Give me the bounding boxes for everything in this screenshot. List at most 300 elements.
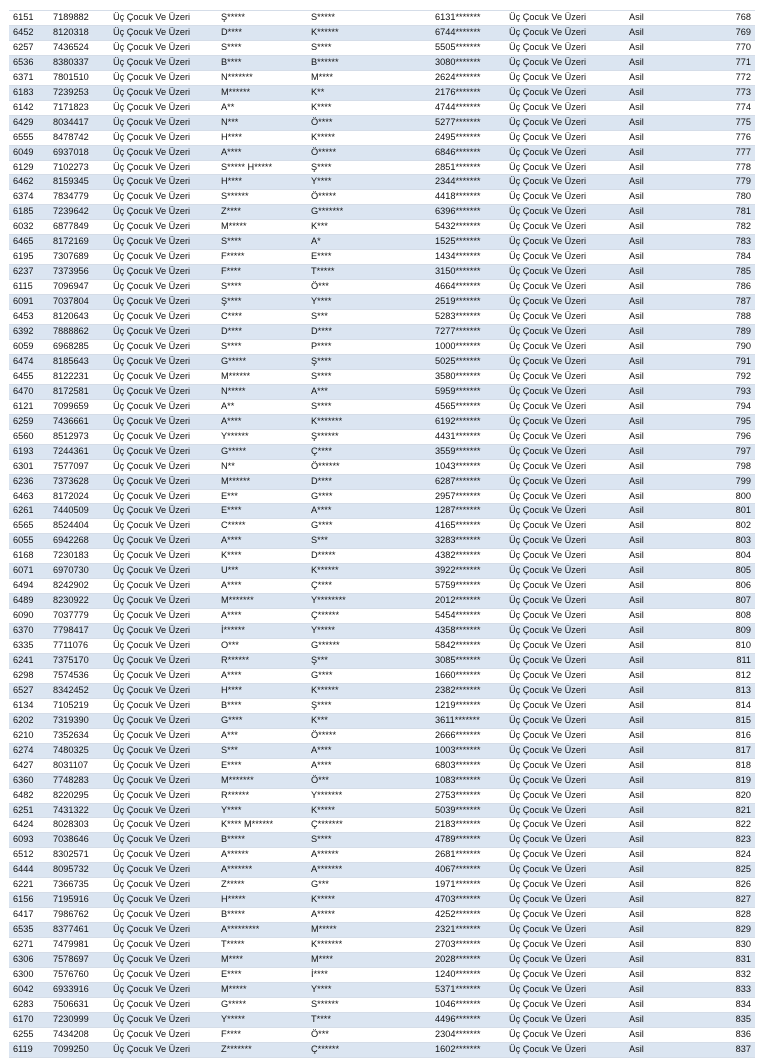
status-cell: Asil [625, 489, 711, 504]
quota-category-cell: Üç Çocuk Ve Üzeri [505, 803, 625, 818]
quota-category-cell: Üç Çocuk Ve Üzeri [505, 818, 625, 833]
rank-cell: 822 [711, 818, 755, 833]
first-name-cell: A********* [217, 923, 307, 938]
last-name-cell: Ç****** [307, 609, 431, 624]
application-no-cell: 7102273 [49, 160, 109, 175]
tc-id-cell: 6803******* [431, 758, 505, 773]
row-id-cell: 6091 [9, 295, 49, 310]
row-id-cell: 6424 [9, 818, 49, 833]
application-no-cell: 7319390 [49, 713, 109, 728]
status-cell: Asil [625, 295, 711, 310]
rank-cell: 836 [711, 1027, 755, 1042]
application-no-cell: 7099250 [49, 1042, 109, 1057]
category-cell: Üç Çocuk Ve Üzeri [109, 354, 217, 369]
quota-category-cell: Üç Çocuk Ve Üzeri [505, 893, 625, 908]
category-cell: Üç Çocuk Ve Üzeri [109, 668, 217, 683]
quota-category-cell: Üç Çocuk Ve Üzeri [505, 953, 625, 968]
status-cell: Asil [625, 504, 711, 519]
application-no-cell: 7230183 [49, 549, 109, 564]
row-id-cell: 6121 [9, 399, 49, 414]
quota-category-cell: Üç Çocuk Ve Üzeri [505, 683, 625, 698]
status-cell: Asil [625, 459, 711, 474]
quota-category-cell: Üç Çocuk Ve Üzeri [505, 310, 625, 325]
first-name-cell: Z******* [217, 1042, 307, 1057]
category-cell: Üç Çocuk Ve Üzeri [109, 848, 217, 863]
status-cell: Asil [625, 25, 711, 40]
application-no-cell: 8512973 [49, 429, 109, 444]
application-no-cell: 7373956 [49, 265, 109, 280]
rank-cell: 834 [711, 997, 755, 1012]
quota-category-cell: Üç Çocuk Ve Üzeri [505, 265, 625, 280]
rank-cell: 811 [711, 653, 755, 668]
last-name-cell: A**** [307, 743, 431, 758]
row-id-cell: 6453 [9, 310, 49, 325]
application-no-cell: 7506631 [49, 997, 109, 1012]
rank-cell: 791 [711, 354, 755, 369]
tc-id-cell: 1971******* [431, 878, 505, 893]
row-id-cell: 6059 [9, 339, 49, 354]
first-name-cell: A**** [217, 668, 307, 683]
quota-category-cell: Üç Çocuk Ve Üzeri [505, 758, 625, 773]
row-id-cell: 6555 [9, 130, 49, 145]
first-name-cell: F**** [217, 265, 307, 280]
status-cell: Asil [625, 594, 711, 609]
category-cell: Üç Çocuk Ve Üzeri [109, 982, 217, 997]
table-row [9, 728, 755, 743]
quota-category-cell: Üç Çocuk Ve Üzeri [505, 85, 625, 100]
quota-category-cell: Üç Çocuk Ve Üzeri [505, 280, 625, 295]
category-cell: Üç Çocuk Ve Üzeri [109, 564, 217, 579]
quota-category-cell: Üç Çocuk Ve Üzeri [505, 489, 625, 504]
row-id-cell: 6183 [9, 85, 49, 100]
tc-id-cell: 3283******* [431, 534, 505, 549]
rank-cell: 814 [711, 698, 755, 713]
quota-category-cell: Üç Çocuk Ve Üzeri [505, 325, 625, 340]
category-cell: Üç Çocuk Ve Üzeri [109, 908, 217, 923]
category-cell: Üç Çocuk Ve Üzeri [109, 40, 217, 55]
rank-cell: 794 [711, 399, 755, 414]
table-row [9, 743, 755, 758]
last-name-cell: P**** [307, 339, 431, 354]
application-no-cell: 7436524 [49, 40, 109, 55]
first-name-cell: Z**** [217, 205, 307, 220]
application-no-cell: 8524404 [49, 519, 109, 534]
rank-cell: 803 [711, 534, 755, 549]
quota-category-cell: Üç Çocuk Ve Üzeri [505, 205, 625, 220]
table-row [9, 310, 755, 325]
category-cell: Üç Çocuk Ve Üzeri [109, 205, 217, 220]
rank-cell: 796 [711, 429, 755, 444]
table-row [9, 70, 755, 85]
table-row [9, 280, 755, 295]
tc-id-cell: 2851******* [431, 160, 505, 175]
rank-cell: 810 [711, 639, 755, 654]
tc-id-cell: 4418******* [431, 190, 505, 205]
table-row [9, 250, 755, 265]
first-name-cell: S**** [217, 235, 307, 250]
row-id-cell: 6463 [9, 489, 49, 504]
last-name-cell: M**** [307, 70, 431, 85]
tc-id-cell: 4165******* [431, 519, 505, 534]
row-id-cell: 6374 [9, 190, 49, 205]
status-cell: Asil [625, 624, 711, 639]
row-id-cell: 6251 [9, 803, 49, 818]
application-no-cell: 7436661 [49, 414, 109, 429]
row-id-cell: 6465 [9, 235, 49, 250]
application-no-cell: 7230999 [49, 1012, 109, 1027]
status-cell: Asil [625, 310, 711, 325]
row-id-cell: 6071 [9, 564, 49, 579]
tc-id-cell: 6744******* [431, 25, 505, 40]
quota-category-cell: Üç Çocuk Ve Üzeri [505, 295, 625, 310]
last-name-cell: A*** [307, 384, 431, 399]
row-id-cell: 6237 [9, 265, 49, 280]
quota-category-cell: Üç Çocuk Ve Üzeri [505, 923, 625, 938]
status-cell: Asil [625, 55, 711, 70]
application-no-cell: 8478742 [49, 130, 109, 145]
table-row [9, 668, 755, 683]
last-name-cell: A**** [307, 504, 431, 519]
tc-id-cell: 4067******* [431, 863, 505, 878]
last-name-cell: K***** [307, 893, 431, 908]
table-row [9, 175, 755, 190]
category-cell: Üç Çocuk Ve Üzeri [109, 220, 217, 235]
tc-id-cell: 1602******* [431, 1042, 505, 1057]
last-name-cell: T***** [307, 265, 431, 280]
row-id-cell: 6156 [9, 893, 49, 908]
last-name-cell: S****** [307, 997, 431, 1012]
tc-id-cell: 4358******* [431, 624, 505, 639]
row-id-cell: 6170 [9, 1012, 49, 1027]
first-name-cell: S**** [217, 280, 307, 295]
category-cell: Üç Çocuk Ve Üzeri [109, 414, 217, 429]
tc-id-cell: 2519******* [431, 295, 505, 310]
first-name-cell: A** [217, 399, 307, 414]
quota-category-cell: Üç Çocuk Ve Üzeri [505, 70, 625, 85]
quota-category-cell: Üç Çocuk Ve Üzeri [505, 564, 625, 579]
rank-cell: 818 [711, 758, 755, 773]
status-cell: Asil [625, 863, 711, 878]
table-row [9, 444, 755, 459]
row-id-cell: 6049 [9, 145, 49, 160]
category-cell: Üç Çocuk Ve Üzeri [109, 70, 217, 85]
tc-id-cell: 1000******* [431, 339, 505, 354]
table-row [9, 519, 755, 534]
category-cell: Üç Çocuk Ve Üzeri [109, 429, 217, 444]
tc-id-cell: 2321******* [431, 923, 505, 938]
category-cell: Üç Çocuk Ve Üzeri [109, 1027, 217, 1042]
tc-id-cell: 1660******* [431, 668, 505, 683]
quota-category-cell: Üç Çocuk Ve Üzeri [505, 190, 625, 205]
rank-cell: 837 [711, 1042, 755, 1057]
row-id-cell: 6115 [9, 280, 49, 295]
quota-category-cell: Üç Çocuk Ve Üzeri [505, 609, 625, 624]
tc-id-cell: 5371******* [431, 982, 505, 997]
tc-id-cell: 4382******* [431, 549, 505, 564]
table-row [9, 758, 755, 773]
rank-cell: 799 [711, 474, 755, 489]
last-name-cell: Ö*** [307, 280, 431, 295]
last-name-cell: D**** [307, 474, 431, 489]
application-no-cell: 8302571 [49, 848, 109, 863]
status-cell: Asil [625, 265, 711, 280]
table-row [9, 534, 755, 549]
status-cell: Asil [625, 100, 711, 115]
last-name-cell: K******* [307, 938, 431, 953]
table-row [9, 908, 755, 923]
last-name-cell: Ş*** [307, 653, 431, 668]
row-id-cell: 6271 [9, 938, 49, 953]
rank-cell: 784 [711, 250, 755, 265]
table-row [9, 40, 755, 55]
application-no-cell: 7037804 [49, 295, 109, 310]
first-name-cell: F**** [217, 1027, 307, 1042]
row-id-cell: 6129 [9, 160, 49, 175]
first-name-cell: G**** [217, 713, 307, 728]
last-name-cell: D**** [307, 325, 431, 340]
table-row [9, 1042, 755, 1057]
category-cell: Üç Çocuk Ve Üzeri [109, 833, 217, 848]
first-name-cell: N******* [217, 70, 307, 85]
quota-category-cell: Üç Çocuk Ve Üzeri [505, 639, 625, 654]
application-no-cell: 7748283 [49, 773, 109, 788]
category-cell: Üç Çocuk Ve Üzeri [109, 1042, 217, 1057]
first-name-cell: İ****** [217, 624, 307, 639]
category-cell: Üç Çocuk Ve Üzeri [109, 743, 217, 758]
table-row [9, 399, 755, 414]
first-name-cell: H**** [217, 130, 307, 145]
rank-cell: 807 [711, 594, 755, 609]
status-cell: Asil [625, 938, 711, 953]
last-name-cell: İ**** [307, 968, 431, 983]
quota-category-cell: Üç Çocuk Ve Üzeri [505, 160, 625, 175]
tc-id-cell: 3580******* [431, 369, 505, 384]
rank-cell: 777 [711, 145, 755, 160]
category-cell: Üç Çocuk Ve Üzeri [109, 130, 217, 145]
rank-cell: 804 [711, 549, 755, 564]
status-cell: Asil [625, 698, 711, 713]
rank-cell: 812 [711, 668, 755, 683]
first-name-cell: H***** [217, 893, 307, 908]
first-name-cell: S****** [217, 190, 307, 205]
row-id-cell: 6210 [9, 728, 49, 743]
table-row [9, 698, 755, 713]
category-cell: Üç Çocuk Ve Üzeri [109, 953, 217, 968]
application-no-cell: 8342452 [49, 683, 109, 698]
tc-id-cell: 2176******* [431, 85, 505, 100]
tc-id-cell: 6131******* [431, 11, 505, 26]
row-id-cell: 6360 [9, 773, 49, 788]
first-name-cell: Z***** [217, 878, 307, 893]
table-row [9, 205, 755, 220]
table-row [9, 564, 755, 579]
rank-cell: 828 [711, 908, 755, 923]
tc-id-cell: 4431******* [431, 429, 505, 444]
rank-cell: 824 [711, 848, 755, 863]
table-row [9, 938, 755, 953]
table-row [9, 624, 755, 639]
application-no-cell: 7798417 [49, 624, 109, 639]
last-name-cell: K**** [307, 100, 431, 115]
quota-category-cell: Üç Çocuk Ve Üzeri [505, 339, 625, 354]
application-no-cell: 7576760 [49, 968, 109, 983]
status-cell: Asil [625, 250, 711, 265]
status-cell: Asil [625, 668, 711, 683]
first-name-cell: A****** [217, 848, 307, 863]
application-no-cell: 6877849 [49, 220, 109, 235]
row-id-cell: 6392 [9, 325, 49, 340]
tc-id-cell: 2753******* [431, 788, 505, 803]
quota-category-cell: Üç Çocuk Ve Üzeri [505, 250, 625, 265]
first-name-cell: B***** [217, 908, 307, 923]
application-no-cell: 6937018 [49, 145, 109, 160]
table-row [9, 1027, 755, 1042]
status-cell: Asil [625, 653, 711, 668]
quota-category-cell: Üç Çocuk Ve Üzeri [505, 459, 625, 474]
last-name-cell: Ç******* [307, 818, 431, 833]
tc-id-cell: 2681******* [431, 848, 505, 863]
row-id-cell: 6257 [9, 40, 49, 55]
application-no-cell: 7574536 [49, 668, 109, 683]
first-name-cell: E**** [217, 758, 307, 773]
first-name-cell: Y****** [217, 429, 307, 444]
category-cell: Üç Çocuk Ve Üzeri [109, 384, 217, 399]
rank-cell: 786 [711, 280, 755, 295]
row-id-cell: 6427 [9, 758, 49, 773]
category-cell: Üç Çocuk Ve Üzeri [109, 698, 217, 713]
table-row [9, 997, 755, 1012]
application-no-cell: 7099659 [49, 399, 109, 414]
table-row [9, 953, 755, 968]
rank-cell: 809 [711, 624, 755, 639]
status-cell: Asil [625, 11, 711, 26]
status-cell: Asil [625, 908, 711, 923]
application-no-cell: 7105219 [49, 698, 109, 713]
rank-cell: 778 [711, 160, 755, 175]
quota-category-cell: Üç Çocuk Ve Üzeri [505, 743, 625, 758]
first-name-cell: C***** [217, 519, 307, 534]
status-cell: Asil [625, 893, 711, 908]
rank-cell: 835 [711, 1012, 755, 1027]
table-row [9, 863, 755, 878]
application-no-cell: 7434208 [49, 1027, 109, 1042]
row-id-cell: 6142 [9, 100, 49, 115]
table-row [9, 384, 755, 399]
first-name-cell: R****** [217, 788, 307, 803]
last-name-cell: M***** [307, 923, 431, 938]
tc-id-cell: 1043******* [431, 459, 505, 474]
rank-cell: 826 [711, 878, 755, 893]
quota-category-cell: Üç Çocuk Ve Üzeri [505, 908, 625, 923]
last-name-cell: Ş**** [307, 160, 431, 175]
category-cell: Üç Çocuk Ve Üzeri [109, 459, 217, 474]
table-row [9, 354, 755, 369]
row-id-cell: 6032 [9, 220, 49, 235]
status-cell: Asil [625, 130, 711, 145]
rank-cell: 827 [711, 893, 755, 908]
table-row [9, 579, 755, 594]
tc-id-cell: 1434******* [431, 250, 505, 265]
last-name-cell: A******* [307, 863, 431, 878]
row-id-cell: 6535 [9, 923, 49, 938]
quota-category-cell: Üç Çocuk Ve Üzeri [505, 504, 625, 519]
rank-cell: 772 [711, 70, 755, 85]
rank-cell: 801 [711, 504, 755, 519]
last-name-cell: K****** [307, 683, 431, 698]
first-name-cell: A******* [217, 863, 307, 878]
first-name-cell: Y**** [217, 803, 307, 818]
rank-cell: 788 [711, 310, 755, 325]
application-no-cell: 6942268 [49, 534, 109, 549]
category-cell: Üç Çocuk Ve Üzeri [109, 997, 217, 1012]
application-no-cell: 8377461 [49, 923, 109, 938]
category-cell: Üç Çocuk Ve Üzeri [109, 504, 217, 519]
first-name-cell: E**** [217, 968, 307, 983]
table-row [9, 818, 755, 833]
first-name-cell: H**** [217, 683, 307, 698]
row-id-cell: 6185 [9, 205, 49, 220]
tc-id-cell: 3080******* [431, 55, 505, 70]
first-name-cell: M****** [217, 369, 307, 384]
status-cell: Asil [625, 414, 711, 429]
last-name-cell: M**** [307, 953, 431, 968]
status-cell: Asil [625, 878, 711, 893]
first-name-cell: N** [217, 459, 307, 474]
category-cell: Üç Çocuk Ve Üzeri [109, 85, 217, 100]
status-cell: Asil [625, 220, 711, 235]
tc-id-cell: 1240******* [431, 968, 505, 983]
rank-cell: 787 [711, 295, 755, 310]
application-no-cell: 7375170 [49, 653, 109, 668]
tc-id-cell: 1003******* [431, 743, 505, 758]
status-cell: Asil [625, 982, 711, 997]
application-no-cell: 8380337 [49, 55, 109, 70]
first-name-cell: M******* [217, 773, 307, 788]
status-cell: Asil [625, 519, 711, 534]
category-cell: Üç Çocuk Ve Üzeri [109, 265, 217, 280]
status-cell: Asil [625, 728, 711, 743]
tc-id-cell: 2344******* [431, 175, 505, 190]
tc-id-cell: 2028******* [431, 953, 505, 968]
quota-category-cell: Üç Çocuk Ve Üzeri [505, 579, 625, 594]
last-name-cell: Ş**** [307, 698, 431, 713]
last-name-cell: Ö****** [307, 459, 431, 474]
first-name-cell: K**** M****** [217, 818, 307, 833]
status-cell: Asil [625, 549, 711, 564]
rank-cell: 830 [711, 938, 755, 953]
quota-category-cell: Üç Çocuk Ve Üzeri [505, 997, 625, 1012]
table-row [9, 1012, 755, 1027]
tc-id-cell: 5039******* [431, 803, 505, 818]
status-cell: Asil [625, 1027, 711, 1042]
last-name-cell: S***** [307, 11, 431, 26]
rank-cell: 820 [711, 788, 755, 803]
status-cell: Asil [625, 609, 711, 624]
rank-cell: 793 [711, 384, 755, 399]
category-cell: Üç Çocuk Ve Üzeri [109, 938, 217, 953]
first-name-cell: S**** [217, 40, 307, 55]
quota-category-cell: Üç Çocuk Ve Üzeri [505, 863, 625, 878]
application-no-cell: 7366735 [49, 878, 109, 893]
application-no-cell: 7171823 [49, 100, 109, 115]
first-name-cell: G***** [217, 444, 307, 459]
row-id-cell: 6202 [9, 713, 49, 728]
table-row [9, 848, 755, 863]
status-cell: Asil [625, 175, 711, 190]
first-name-cell: M***** [217, 220, 307, 235]
table-row [9, 25, 755, 40]
tc-id-cell: 3559******* [431, 444, 505, 459]
